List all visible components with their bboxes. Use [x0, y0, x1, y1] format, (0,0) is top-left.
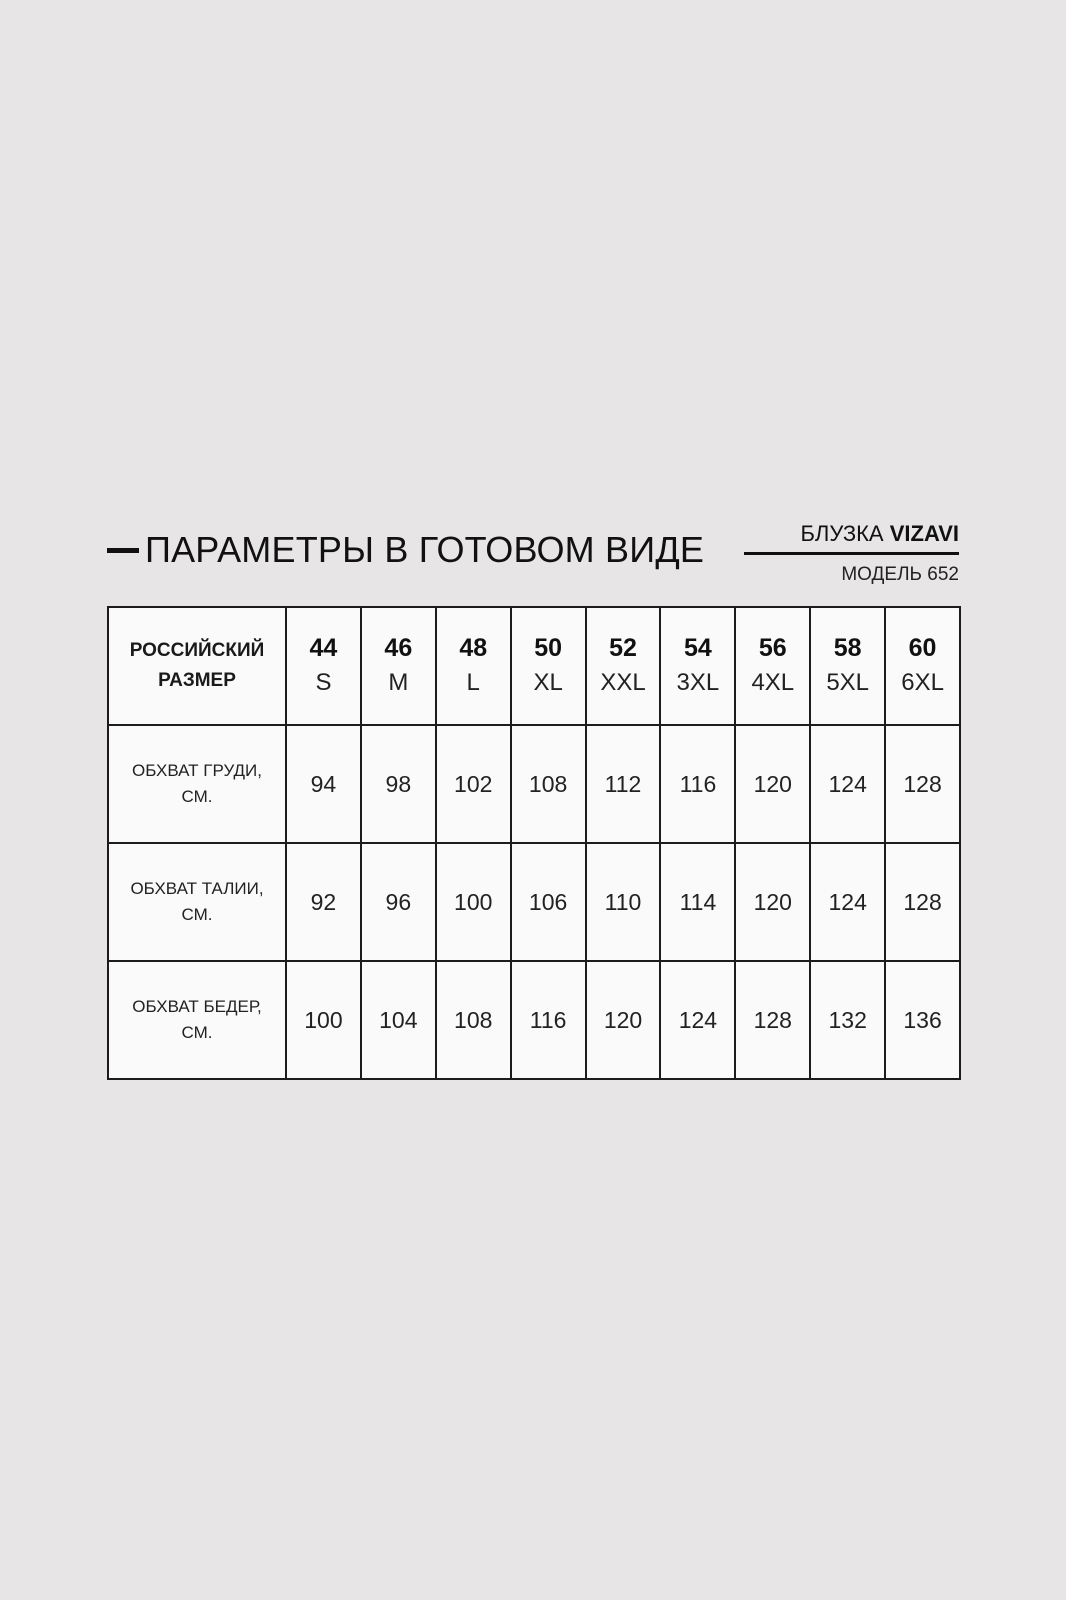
russian-size-label: РОССИЙСКИЙ РАЗМЕР	[108, 607, 286, 725]
table-cell: 116	[511, 961, 586, 1079]
table-cell: 128	[885, 843, 960, 961]
table-cell: 132	[810, 961, 885, 1079]
size-header-cell: 58 5XL	[810, 607, 885, 725]
size-header-cell: 56 4XL	[735, 607, 810, 725]
size-header-cell: 54 3XL	[660, 607, 735, 725]
size-header-row	[108, 607, 960, 725]
table-cell: 102	[436, 725, 511, 843]
table-cell: 106	[511, 843, 586, 961]
size-header-cell: 50 XL	[511, 607, 586, 725]
table-row-waist	[108, 843, 960, 961]
table-cell: 108	[511, 725, 586, 843]
title-dash-decoration	[107, 548, 139, 553]
page-title: ПАРАМЕТРЫ В ГОТОВОМ ВИДЕ	[145, 529, 705, 570]
table-row-hips	[108, 961, 960, 1079]
table-cell: 116	[660, 725, 735, 843]
brand-name: VIZAVI	[889, 521, 959, 546]
table-cell: 98	[361, 725, 436, 843]
table-cell: 124	[810, 843, 885, 961]
size-header-cell: 44 S	[286, 607, 361, 725]
table-cell: 120	[735, 725, 810, 843]
table-cell: 108	[436, 961, 511, 1079]
size-table	[107, 606, 961, 1080]
table-cell: 128	[735, 961, 810, 1079]
table-cell: 100	[286, 961, 361, 1079]
size-header-cell: 48 L	[436, 607, 511, 725]
table-cell: 128	[885, 725, 960, 843]
size-header-cell: 52 XXL	[586, 607, 661, 725]
size-header-cell: 60 6XL	[885, 607, 960, 725]
model-number: МОДЕЛЬ 652	[841, 564, 959, 585]
table-cell: 92	[286, 843, 361, 961]
product-name	[800, 522, 959, 546]
row-label-waist: ОБХВАТ ТАЛИИ, СМ.	[108, 843, 286, 961]
table-cell: 100	[436, 843, 511, 961]
title-underline-decoration	[744, 552, 959, 555]
table-cell: 120	[586, 961, 661, 1079]
table-cell: 120	[735, 843, 810, 961]
size-chart-header	[107, 516, 959, 586]
table-row-chest	[108, 725, 960, 843]
table-cell: 104	[361, 961, 436, 1079]
size-header-cell: 46 M	[361, 607, 436, 725]
table-cell: 96	[361, 843, 436, 961]
table-cell: 114	[660, 843, 735, 961]
table-cell: 124	[810, 725, 885, 843]
product-type: БЛУЗКА	[800, 521, 884, 546]
table-cell: 136	[885, 961, 960, 1079]
table-cell: 112	[586, 725, 661, 843]
table-cell: 124	[660, 961, 735, 1079]
row-label-hips: ОБХВАТ БЕДЕР, СМ.	[108, 961, 286, 1079]
table-cell: 94	[286, 725, 361, 843]
row-label-chest: ОБХВАТ ГРУДИ, СМ.	[108, 725, 286, 843]
table-cell: 110	[586, 843, 661, 961]
